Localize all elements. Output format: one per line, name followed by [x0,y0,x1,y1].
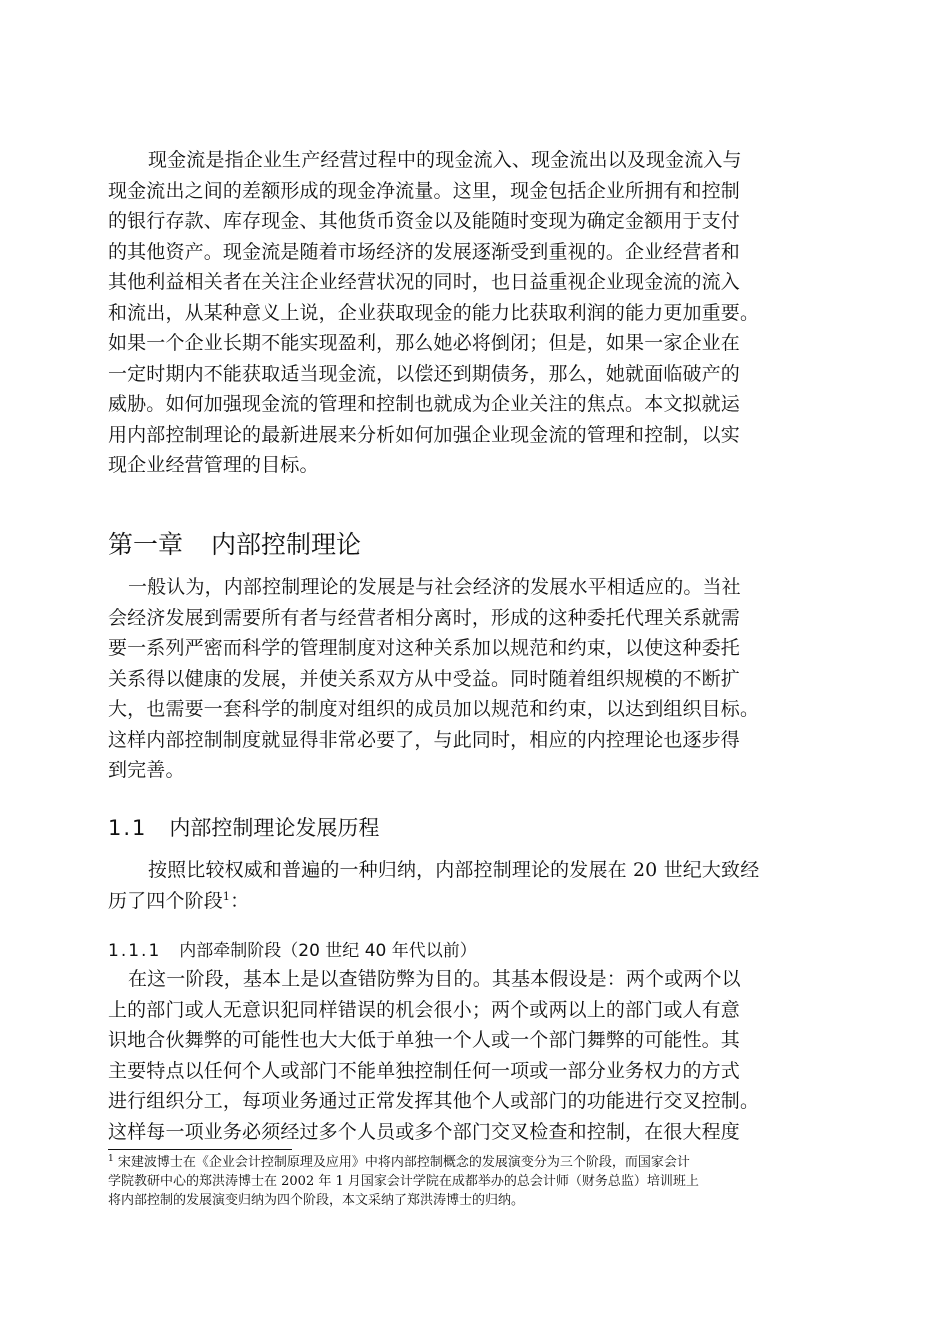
footnote-reference: 1 [222,889,231,903]
intro-line: 用内部控制理论的最新进展来分析如何加强企业现金流的管理和控制，以实 [108,423,740,446]
section-number: 1.1 [108,816,148,840]
subsection-line: 识地合伙舞弊的可能性也大大低于单独一个人或一个部门舞弊的可能性。其 [108,1029,740,1051]
chapter-number: 第一章 [108,530,184,559]
intro-line: 如果一个企业长期不能实现盈利，那么她必将倒闭；但是，如果一家企业在 [108,332,740,354]
footnote-line: 将内部控制的发展演变归纳为四个阶段，本文采纳了郑洪涛博士的归纳。 [108,1193,525,1208]
section-line-text: 历了四个阶段 [108,889,223,912]
section-line [108,886,844,917]
section-heading [108,812,379,844]
subsection-line: 上的部门或人无意识犯同样错误的机会很小；两个或两以上的部门或人有意 [108,998,740,1021]
footnote-separator [108,1149,292,1150]
section-line: 按照比较权威和普遍的一种归纳，内部控制理论的发展在 20 世纪大致经 [148,859,760,881]
footnote-mark: 1 [108,1154,114,1164]
subsection-line: 这样每一项业务必须经过多个人员或多个部门交叉检查和控制，在很大程度 [108,1120,740,1143]
intro-paragraph [108,145,844,481]
chapter-line: 大，也需要一套科学的制度对组织的成员加以规范和约束，以达到组织目标。 [108,698,760,720]
intro-line: 现企业经营管理的目标。 [108,454,319,476]
intro-line: 威胁。如何加强现金流的管理和控制也就成为企业关注的焦点。本文拟就运 [108,393,740,415]
subsection-title: 内部牵制阶段（20 世纪 40 年代以前） [179,941,477,961]
footnote [108,1153,848,1210]
footnote-text: 宋建波博士在《企业会计控制原理及应用》中将内部控制概念的发展演变分为三个阶段，而国家会计 [117,1155,690,1170]
chapter-line: 一般认为，内部控制理论的发展是与社会经济的发展水平相适应的。当社 [128,576,741,598]
subsection-paragraph [108,964,844,1147]
chapter-line: 会经济发展到需要所有者与经营者相分离时，形成的这种委托代理关系就需 [108,606,740,629]
intro-line: 的银行存款、库存现金、其他货币资金以及能随时变现为确定金额用于支付 [108,210,740,232]
chapter-line: 要一系列严密而科学的管理制度对这种关系加以规范和约束，以使这种委托 [108,637,740,659]
chapter-line: 这样内部控制制度就显得非常必要了，与此同时，相应的内控理论也逐步得 [108,728,740,751]
section-paragraph [108,855,844,916]
chapter-line: 到完善。 [108,759,185,781]
intro-line: 现金流出之间的差额形成的现金净流量。这里，现金包括企业所拥有和控制 [108,179,740,202]
subsection-heading [108,937,477,965]
intro-line: 现金流是指企业生产经营过程中的现金流入、现金流出以及现金流入与 [148,149,742,171]
intro-line: 和流出，从某种意义上说，企业获取现金的能力比获取利润的能力更加重要。 [108,301,760,324]
subsection-line: 在这一阶段，基本上是以查错防弊为目的。其基本假设是：两个或两个以 [128,968,741,990]
intro-line: 一定时期内不能获取适当现金流，以偿还到期债务，那么，她就面临破产的 [108,362,740,385]
chapter-line: 关系得以健康的发展，并使关系双方从中受益。同时随着组织规模的不断扩 [108,667,740,690]
chapter-title: 内部控制理论 [211,530,362,559]
subsection-line: 进行组织分工，每项业务通过正常发挥其他个人或部门的功能进行交叉控制。 [108,1090,760,1112]
intro-line: 其他利益相关者在关注企业经营状况的同时，也日益重视企业现金流的流入 [108,271,740,293]
chapter-heading [108,527,361,563]
subsection-number: 1.1.1 [108,941,162,961]
footnote-line [108,1153,848,1172]
section-line-end: ： [230,889,250,912]
intro-line: 的其他资产。现金流是随着市场经济的发展逐渐受到重视的。企业经营者和 [108,240,740,263]
chapter-paragraph [108,572,844,786]
footnote-line: 学院教研中心的郑洪涛博士在 2002 年 1 月国家会计学院在成都举办的总会计师（财务总监）培训班上 [108,1174,699,1189]
subsection-line: 主要特点以任何个人或部门不能单独控制任何一项或一部分业务权力的方式 [108,1059,740,1082]
section-title: 内部控制理论发展历程 [169,816,380,840]
